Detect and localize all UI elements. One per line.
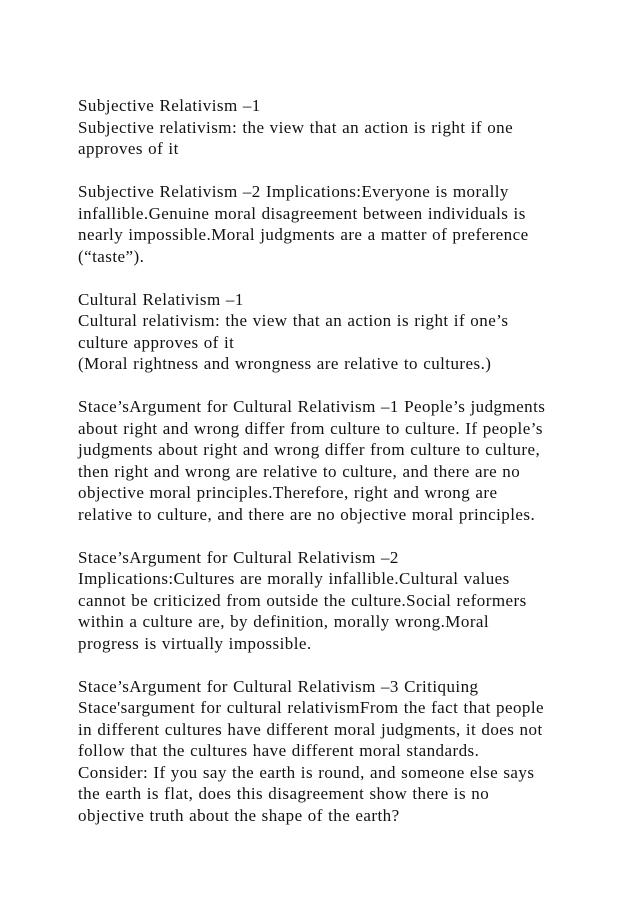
text-line: Cultural relativism: the view that an action is right if one’s — [78, 311, 509, 330]
text-line: in different cultures have different moral judgments, it does not — [78, 719, 543, 739]
text-line: then right and wrong are relative to culture, and there are no — [78, 461, 521, 481]
text-line: (Moral rightness and wrongness are relative to cultures.) — [78, 354, 492, 373]
text-line: Implications:Cultures are morally infallible.Cultural values — [78, 569, 510, 588]
text-line: about right and wrong differ from culture to culture. If people’s — [78, 418, 543, 438]
text-line: Consider: If you say the earth is round, and someone else says — [78, 762, 535, 782]
document-body — [78, 95, 558, 826]
paragraph-gap — [78, 525, 558, 547]
text-line: Stace’sArgument for Cultural Relativism –2 — [78, 547, 399, 567]
text-line: (“taste”). — [78, 246, 145, 266]
text-line: Stace’sArgument for Cultural Relativism –3 Critiquing — [78, 676, 479, 696]
paragraph-gap — [78, 654, 558, 676]
text-line: the earth is flat, does this disagreement show there is no — [78, 784, 490, 803]
text-line: follow that the cultures have different moral standards. — [78, 741, 480, 760]
text-line: approves of it — [78, 139, 179, 158]
paragraph-gap — [78, 160, 558, 182]
text-line: judgments about right and wrong differ from culture to culture, — [78, 440, 541, 459]
text-line: Cultural Relativism –1 — [78, 289, 244, 309]
text-line: Stace’sArgument for Cultural Relativism –1 People’s judgments — [78, 397, 546, 416]
text-line: nearly impossible.Moral judgments are a matter of preference — [78, 225, 529, 244]
text-line: progress is virtually impossible. — [78, 633, 312, 653]
paragraph-gap — [78, 267, 558, 289]
text-line: objective truth about the shape of the earth? — [78, 805, 400, 825]
text-line: Subjective Relativism –2 Implications:Everyone is morally — [78, 182, 509, 201]
text-line: infallible.Genuine moral disagreement between individuals is — [78, 203, 526, 223]
paragraph-gap — [78, 375, 558, 397]
text-line: culture approves of it — [78, 332, 235, 352]
text-line: Subjective Relativism –1 — [78, 96, 261, 115]
text-line: Subjective relativism: the view that an action is right if one — [78, 117, 514, 137]
text-line: within a culture are, by definition, morally wrong.Moral — [78, 612, 490, 631]
text-line: objective moral principles.Therefore, right and wrong are — [78, 483, 498, 502]
text-line: Stace'sargument for cultural relativismFrom the fact that people — [78, 698, 545, 717]
text-line: relative to culture, and there are no objective moral principles. — [78, 504, 536, 524]
text-line: cannot be criticized from outside the culture.Social reformers — [78, 590, 527, 610]
